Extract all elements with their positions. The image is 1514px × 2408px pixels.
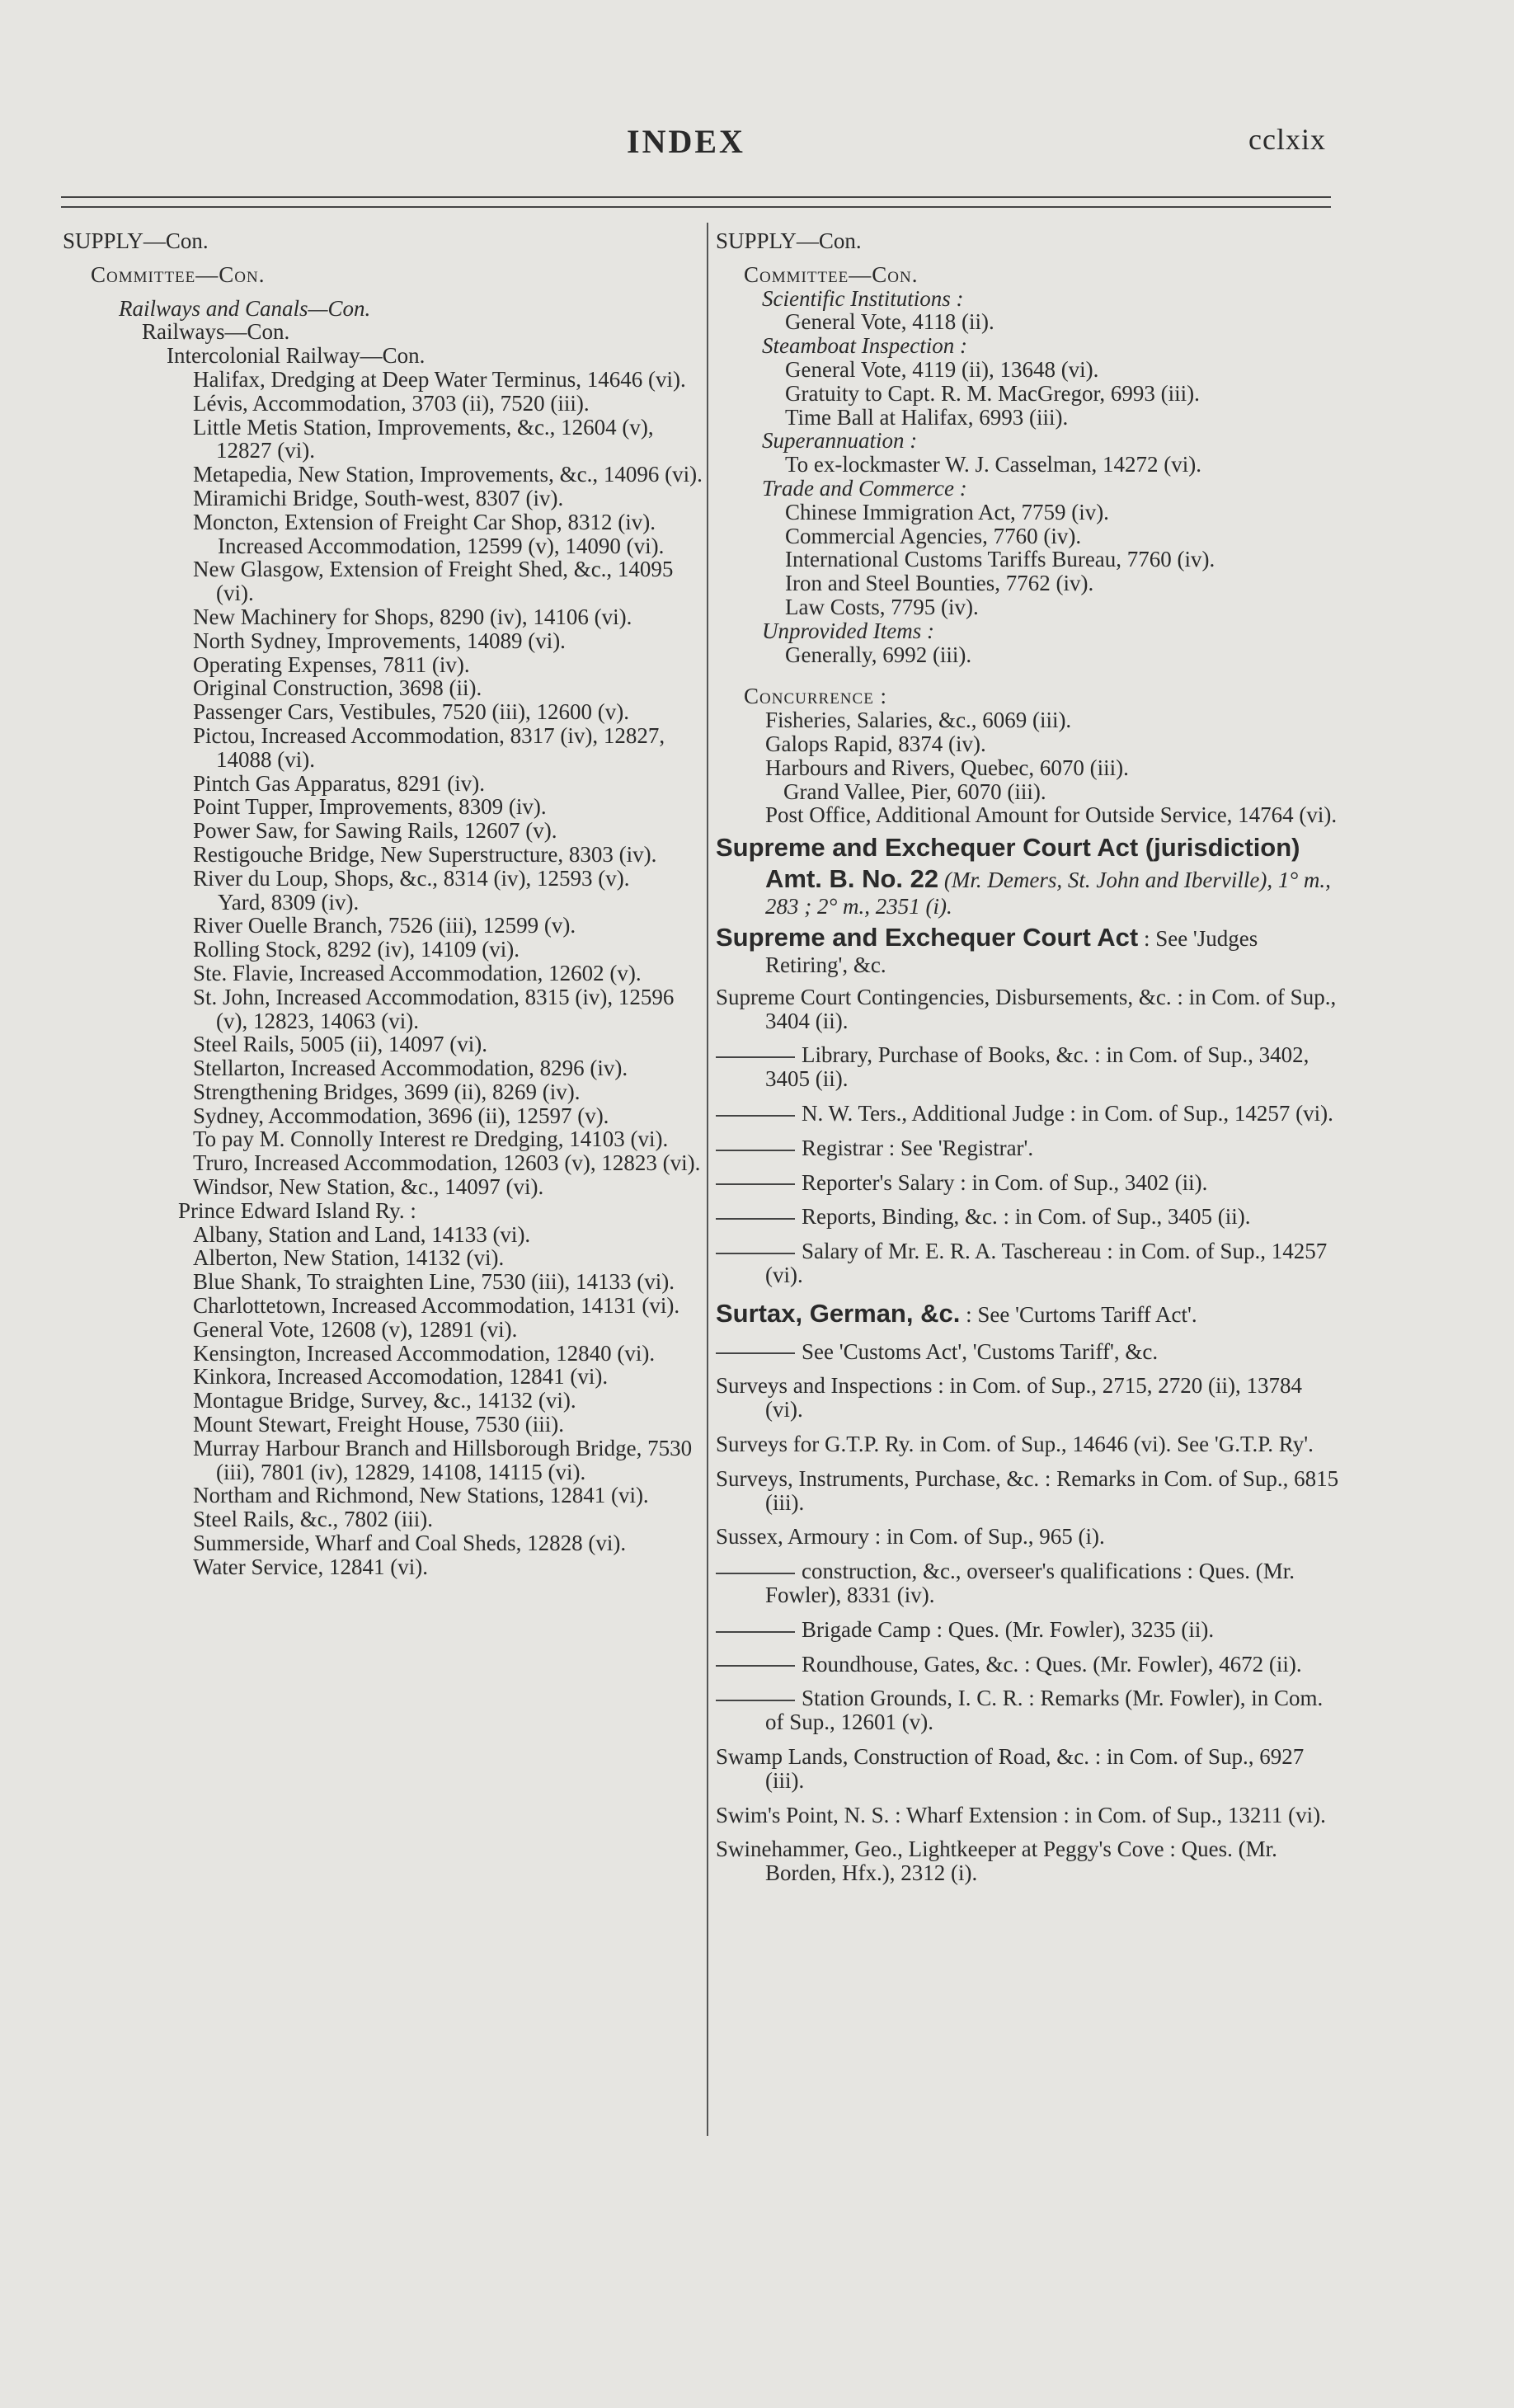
entry-text: Swamp Lands, Construction of Road, &c. : in Com. of Sup., 6927 (iii). bbox=[716, 1744, 1305, 1793]
act-title: Surtax, German, &c. bbox=[716, 1298, 961, 1328]
index-entry: Sydney, Accommodation, 3696 (ii), 12597 (v). bbox=[193, 1103, 609, 1128]
act-details: : See 'Judges Retiring', &c. bbox=[765, 925, 1258, 977]
index-entry bbox=[716, 1239, 1342, 1287]
index-entry bbox=[716, 1340, 1342, 1364]
index-entry bbox=[716, 1559, 1342, 1607]
index-entry: Lévis, Accommodation, 3703 (ii), 7520 (iii). bbox=[193, 390, 590, 416]
index-entry: Pictou, Increased Accommodation, 8317 (iv), 12827, 14088 (vi). bbox=[193, 722, 665, 772]
index-entry: St. John, Increased Accommodation, 8315 (iv), 12596 (v), 12823, 14063 (vi). bbox=[193, 984, 675, 1033]
index-entry: Moncton, Extension of Freight Car Shop, 8312 (iv). bbox=[193, 509, 656, 534]
ditto-rule bbox=[716, 1253, 795, 1254]
index-entry: International Customs Tariffs Bureau, 7760 (iv). bbox=[785, 547, 1215, 572]
index-entry bbox=[716, 1467, 1342, 1515]
index-entry: Fisheries, Salaries, &c., 6069 (iii). bbox=[765, 708, 1072, 733]
index-entry: Halifax, Dredging at Deep Water Terminus, 14646 (vi). bbox=[193, 366, 686, 392]
index-entry bbox=[716, 1171, 1342, 1195]
entry-text: Library, Purchase of Books, &c. : in Com. of Sup., 3402, 3405 (ii). bbox=[765, 1042, 1309, 1092]
index-entry bbox=[716, 1043, 1342, 1091]
category-heading: Superannuation : bbox=[762, 428, 918, 454]
index-entry bbox=[716, 1525, 1342, 1549]
entry-text: Swim's Point, N. S. : Wharf Extension : in Com. of Sup., 13211 (vi). bbox=[716, 1802, 1326, 1827]
index-entry: Windsor, New Station, &c., 14097 (vi). bbox=[193, 1174, 544, 1200]
ditto-rule bbox=[716, 1115, 795, 1117]
index-entry: Commercial Agencies, 7760 (iv). bbox=[785, 523, 1082, 548]
act-title: Supreme and Exchequer Court Act (jurisdiction) Amt. B. No. 22 bbox=[716, 833, 1300, 894]
index-entry: Iron and Steel Bounties, 7762 (iv). bbox=[785, 571, 1094, 596]
ditto-rule bbox=[716, 1352, 795, 1354]
left-column bbox=[63, 229, 703, 1579]
entry-text: Supreme Court Contingencies, Disbursements, &c. : in Com. of Sup., 3404 (ii). bbox=[716, 984, 1337, 1033]
index-entry: Summerside, Wharf and Coal Sheds, 12828 (vi). bbox=[193, 1531, 627, 1556]
index-entry: Metapedia, New Station, Improvements, &c., 14096 (vi). bbox=[193, 462, 703, 487]
index-entry: Little Metis Station, Improvements, &c., 12604 (v), 12827 (vi). bbox=[193, 414, 654, 463]
act-entry bbox=[716, 832, 1342, 919]
entry-text: construction, &c., overseer's qualifications : Ques. (Mr. Fowler), 8331 (iv). bbox=[765, 1559, 1295, 1608]
index-entry: Rolling Stock, 8292 (iv), 14109 (vi). bbox=[193, 937, 520, 962]
index-entry: Montague Bridge, Survey, &c., 14132 (vi). bbox=[193, 1388, 576, 1413]
index-entry bbox=[716, 1102, 1342, 1126]
index-entry: Power Saw, for Sawing Rails, 12607 (v). bbox=[193, 818, 557, 844]
group-heading: Prince Edward Island Ry. : bbox=[178, 1197, 416, 1223]
index-entry: Operating Expenses, 7811 (iv). bbox=[193, 651, 470, 677]
entry-list bbox=[716, 985, 1342, 1885]
index-entry: Generally, 6992 (iii). bbox=[785, 642, 972, 667]
entry-text: N. W. Ters., Additional Judge : in Com. of Sup., 14257 (vi). bbox=[802, 1100, 1333, 1126]
index-entry: Murray Harbour Branch and Hillsborough Bridge, 7530 (iii), 7801 (iv), 12829, 14108, 14115 (vi). bbox=[193, 1435, 693, 1484]
index-entry: New Machinery for Shops, 8290 (iv), 14106 (vi). bbox=[193, 604, 632, 629]
index-entry: New Glasgow, Extension of Freight Shed, &c., 14095 (vi). bbox=[193, 557, 674, 606]
group-heading: Intercolonial Railway—Con. bbox=[167, 343, 426, 369]
index-entry bbox=[716, 1745, 1342, 1793]
index-entry: Ste. Flavie, Increased Accommodation, 12602 (v). bbox=[193, 960, 642, 985]
index-entry: Original Construction, 3698 (ii). bbox=[193, 675, 482, 701]
entry-text: Swinehammer, Geo., Lightkeeper at Peggy's Cove : Ques. (Mr. Borden, Hfx.), 2312 (i). bbox=[716, 1837, 1277, 1886]
ditto-rule bbox=[716, 1056, 795, 1058]
ditto-rule bbox=[716, 1700, 795, 1701]
category-heading: Railways and Canals—Con. bbox=[119, 295, 371, 321]
index-entry: River du Loup, Shops, &c., 8314 (iv), 12593 (v). bbox=[193, 865, 630, 891]
category-heading: Unprovided Items : bbox=[762, 618, 934, 643]
index-entry: Water Service, 12841 (vi). bbox=[193, 1554, 428, 1579]
index-entry: Charlottetown, Increased Accommodation, 14131 (vi). bbox=[193, 1293, 680, 1319]
index-entry bbox=[716, 985, 1342, 1033]
entry-text: Roundhouse, Gates, &c. : Ques. (Mr. Fowler), 4672 (ii). bbox=[802, 1651, 1302, 1677]
page-header bbox=[0, 122, 1514, 172]
header-rule-top bbox=[61, 196, 1331, 198]
page-title: INDEX bbox=[627, 123, 745, 160]
act-entry bbox=[716, 1298, 1342, 1329]
index-entry: To pay M. Connolly Interest re Dredging, 14103 (vi). bbox=[193, 1126, 669, 1152]
entry-text: Station Grounds, I. C. R. : Remarks (Mr. Fowler), in Com. of Sup., 12601 (v). bbox=[765, 1686, 1324, 1735]
ditto-rule bbox=[716, 1665, 795, 1667]
index-entry bbox=[716, 1374, 1342, 1422]
index-entry bbox=[716, 1618, 1342, 1642]
entry-text: Surveys and Inspections : in Com. of Sup., 2715, 2720 (ii), 13784 (vi). bbox=[716, 1373, 1302, 1423]
subcategory-heading: Railways—Con. bbox=[142, 319, 290, 345]
index-entry: Grand Vallee, Pier, 6070 (iii). bbox=[783, 778, 1046, 804]
section-heading: SUPPLY—Con. bbox=[63, 228, 209, 253]
index-entry bbox=[716, 1432, 1342, 1456]
index-entry: Gratuity to Capt. R. M. MacGregor, 6993 (iii). bbox=[785, 380, 1200, 406]
index-entry: Miramichi Bridge, South-west, 8307 (iv). bbox=[193, 485, 564, 510]
category-heading: Trade and Commerce : bbox=[762, 475, 967, 501]
index-entry: River Ouelle Branch, 7526 (iii), 12599 (v). bbox=[193, 913, 576, 938]
header-rule-bottom bbox=[61, 206, 1331, 208]
index-entry bbox=[716, 1205, 1342, 1229]
index-entry: Chinese Immigration Act, 7759 (iv). bbox=[785, 499, 1109, 524]
category-heading: Steamboat Inspection : bbox=[762, 333, 967, 359]
index-entry: Harbours and Rivers, Quebec, 6070 (iii). bbox=[765, 755, 1129, 780]
ditto-rule bbox=[716, 1631, 795, 1633]
index-entry: Law Costs, 7795 (iv). bbox=[785, 594, 979, 619]
entry-text: Reports, Binding, &c. : in Com. of Sup., 3405 (ii). bbox=[802, 1204, 1251, 1230]
entry-text: Surveys, Instruments, Purchase, &c. : Remarks in Com. of Sup., 6815 (iii). bbox=[716, 1465, 1339, 1515]
entry-text: Salary of Mr. E. R. A. Taschereau : in Com. of Sup., 14257 (vi). bbox=[765, 1239, 1328, 1287]
index-entry bbox=[716, 1653, 1342, 1677]
index-entry: Alberton, New Station, 14132 (vi). bbox=[193, 1245, 505, 1271]
subsection-heading: Committee—Con. bbox=[744, 261, 919, 287]
index-entry: Point Tupper, Improvements, 8309 (iv). bbox=[193, 794, 547, 820]
index-entry: Blue Shank, To straighten Line, 7530 (iii), 14133 (vi). bbox=[193, 1269, 675, 1295]
index-entry bbox=[716, 1837, 1342, 1885]
act-details: (Mr. Demers, St. John and Iberville), 1° m., 283 ; 2° m., 2351 (i). bbox=[765, 868, 1331, 919]
entry-text: Registrar : See 'Registrar'. bbox=[802, 1135, 1034, 1160]
ditto-rule bbox=[716, 1573, 795, 1574]
index-entry bbox=[716, 1804, 1342, 1827]
index-entry: Pintch Gas Apparatus, 8291 (iv). bbox=[193, 770, 485, 796]
index-entry: Kinkora, Increased Accomodation, 12841 (vi). bbox=[193, 1364, 609, 1390]
index-entry: Albany, Station and Land, 14133 (vi). bbox=[193, 1221, 531, 1247]
entry-text: See 'Customs Act', 'Customs Tariff', &c. bbox=[802, 1338, 1159, 1364]
entry-text: Reporter's Salary : in Com. of Sup., 3402 (ii). bbox=[802, 1169, 1208, 1195]
index-entry: Passenger Cars, Vestibules, 7520 (iii), 12600 (v). bbox=[193, 699, 629, 725]
page-number: cclxix bbox=[1248, 123, 1326, 156]
index-entry: General Vote, 4119 (ii), 13648 (vi). bbox=[785, 356, 1099, 382]
index-entry: Time Ball at Halifax, 6993 (iii). bbox=[785, 404, 1069, 430]
act-title: Supreme and Exchequer Court Act bbox=[716, 922, 1139, 952]
index-entry: Galops Rapid, 8374 (iv). bbox=[765, 731, 986, 756]
act-details: : See 'Curtoms Tariff Act'. bbox=[966, 1301, 1197, 1327]
right-column bbox=[716, 229, 1342, 1896]
index-entry bbox=[716, 1136, 1342, 1160]
index-entry: To ex-lockmaster W. J. Casselman, 14272 (vi). bbox=[785, 452, 1202, 477]
index-entry: General Vote, 12608 (v), 12891 (vi). bbox=[193, 1316, 518, 1342]
index-entry: Northam and Richmond, New Stations, 12841 (vi). bbox=[193, 1483, 649, 1508]
act-entry bbox=[716, 922, 1342, 977]
section-heading: SUPPLY—Con. bbox=[716, 228, 862, 253]
entry-text: Surveys for G.T.P. Ry. in Com. of Sup., 14646 (vi). See 'G.T.P. Ry'. bbox=[716, 1432, 1314, 1457]
index-entry: North Sydney, Improvements, 14089 (vi). bbox=[193, 628, 566, 653]
index-entry: Post Office, Additional Amount for Outside Service, 14764 (vi). bbox=[765, 802, 1338, 828]
index-entry: Increased Accommodation, 12599 (v), 14090 (vi). bbox=[218, 533, 665, 558]
index-entry: Kensington, Increased Accommodation, 12840 (vi). bbox=[193, 1340, 656, 1366]
index-entry bbox=[716, 1686, 1342, 1734]
entry-text: Sussex, Armoury : in Com. of Sup., 965 (i). bbox=[716, 1524, 1105, 1550]
entry-text: Brigade Camp : Ques. (Mr. Fowler), 3235 (ii). bbox=[802, 1616, 1215, 1642]
index-entry: Strengthening Bridges, 3699 (ii), 8269 (iv). bbox=[193, 1079, 581, 1104]
category-heading: Scientific Institutions : bbox=[762, 285, 964, 311]
ditto-rule bbox=[716, 1218, 795, 1220]
ditto-rule bbox=[716, 1183, 795, 1185]
subsection-heading: Committee—Con. bbox=[91, 261, 266, 287]
index-entry: Steel Rails, &c., 7802 (iii). bbox=[193, 1507, 433, 1532]
ditto-rule bbox=[716, 1150, 795, 1151]
index-entry: General Vote, 4118 (ii). bbox=[785, 309, 994, 335]
index-entry: Mount Stewart, Freight House, 7530 (iii). bbox=[193, 1412, 564, 1437]
column-divider bbox=[707, 223, 708, 2136]
index-entry: Restigouche Bridge, New Superstructure, 8303 (iv). bbox=[193, 841, 657, 867]
index-entry: Stellarton, Increased Accommodation, 8296 (iv). bbox=[193, 1056, 628, 1081]
index-entry: Yard, 8309 (iv). bbox=[218, 889, 360, 915]
index-entry: Steel Rails, 5005 (ii), 14097 (vi). bbox=[193, 1032, 487, 1057]
subsection-heading: Concurrence : bbox=[744, 684, 888, 709]
index-entry: Truro, Increased Accommodation, 12603 (v), 12823 (vi). bbox=[193, 1150, 701, 1176]
